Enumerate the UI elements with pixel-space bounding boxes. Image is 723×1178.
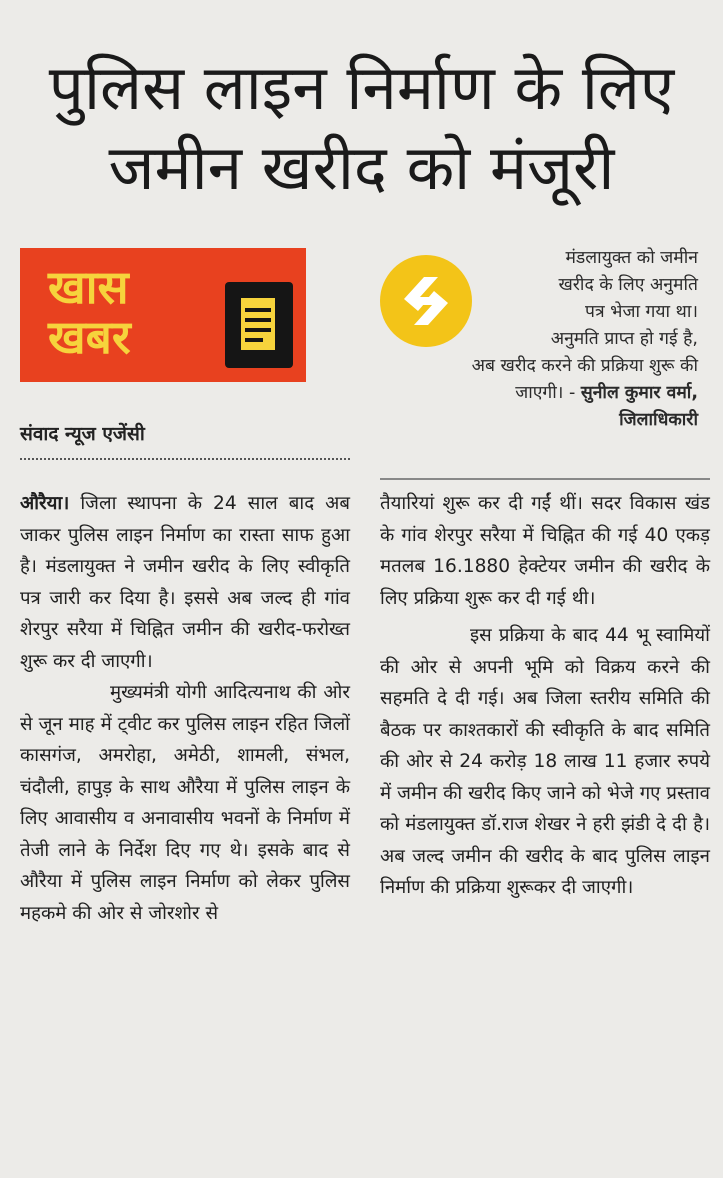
newspaper-icon <box>225 282 293 368</box>
badge-line-1: खास <box>48 260 129 314</box>
headline <box>0 48 723 208</box>
quote-line: अब खरीद करने की प्रक्रिया शुरू की <box>471 356 698 376</box>
quote-line: खरीद के लिए अनुमति <box>558 275 698 295</box>
quote-line: जाएगी। - <box>515 383 576 403</box>
divider <box>380 478 710 480</box>
byline: संवाद न्यूज एजेंसी <box>20 423 145 445</box>
article-column-right <box>380 488 710 904</box>
quote-author-name: सुनील कुमार वर्मा, <box>580 383 698 403</box>
article-paragraph: औरैया। जिला स्थापना के 24 साल बाद अब जाकर पुलिस लाइन निर्माण का रास्ता साफ हुआ है। मंडलायुक्त ने जमीन खरीद के लिए स्वीकृति पत्र जारी कर दिया है। इससे अब जल्द ही गांव शेरपुर सरैया में चिह्नित जमीन की खरीद-फरोख्त शुरू कर दी जाएगी। <box>20 493 350 672</box>
badge-text <box>48 262 131 362</box>
khas-khabar-badge <box>20 248 306 382</box>
official-quote <box>380 245 698 434</box>
badge-line-2: खबर <box>48 310 131 364</box>
dateline: औरैया। <box>20 493 70 514</box>
quote-line: मंडलायुक्त को जमीन <box>565 248 698 268</box>
headline-line-1: पुलिस लाइन निर्माण के लिए <box>48 51 675 124</box>
article-paragraph: तैयारियां शुरू कर दी गईं थीं। सदर विकास खंड के गांव शेरपुर सरैया में चिह्नित की गई 40 एकड़ मतलब 16.1880 हेक्टेयर जमीन की खरीद के लिए प्रक्रिया शुरू कर दी गई थी। <box>380 493 710 609</box>
headline-line-2: जमीन खरीद को मंजूरी <box>108 131 615 204</box>
quote-author-title: जिलाधिकारी <box>619 410 698 430</box>
quote-attribution <box>380 380 698 407</box>
quote-line: पत्र भेजा गया था। <box>585 302 698 322</box>
article-paragraph: मुख्यमंत्री योगी आदित्यनाथ की ओर से जून माह में ट्वीट कर पुलिस लाइन रहित जिलों कासगंज, अमरोहा, अमेठी, शामली, संभल, चंदौली, हापुड़ के साथ औरैया में पुलिस लाइन के लिए आवासीय व अनावासीय भवनों के निर्माण में तेजी लाने के निर्देश दिए गए थे। इसके बाद से औरैया में पुलिस लाइन निर्माण को लेकर पुलिस महकमे की ओर से जोरशोर से <box>20 682 350 924</box>
divider <box>20 458 350 460</box>
article-paragraph: इस प्रक्रिया के बाद 44 भू स्वामियों की ओर से अपनी भूमि को विक्रय करने की सहमति दे दी गई। अब जिला स्तरीय समिति की बैठक पर काश्तकारों की स्वीकृति के बाद समिति की ओर से 24 करोड़ 18 लाख 11 हजार रुपये में जमीन की खरीद किए जाने को भेजे गए प्रस्ताव को मंडलायुक्त डॉ.राज शेखर ने हरी झंडी दे दी है। अब जल्द जमीन की खरीद के बाद पुलिस लाइन निर्माण की प्रक्रिया शुरूकर दी जाएगी। <box>380 625 710 898</box>
article-column-left <box>20 488 350 929</box>
quote-line: अनुमति प्राप्त हो गई है, <box>550 329 698 349</box>
